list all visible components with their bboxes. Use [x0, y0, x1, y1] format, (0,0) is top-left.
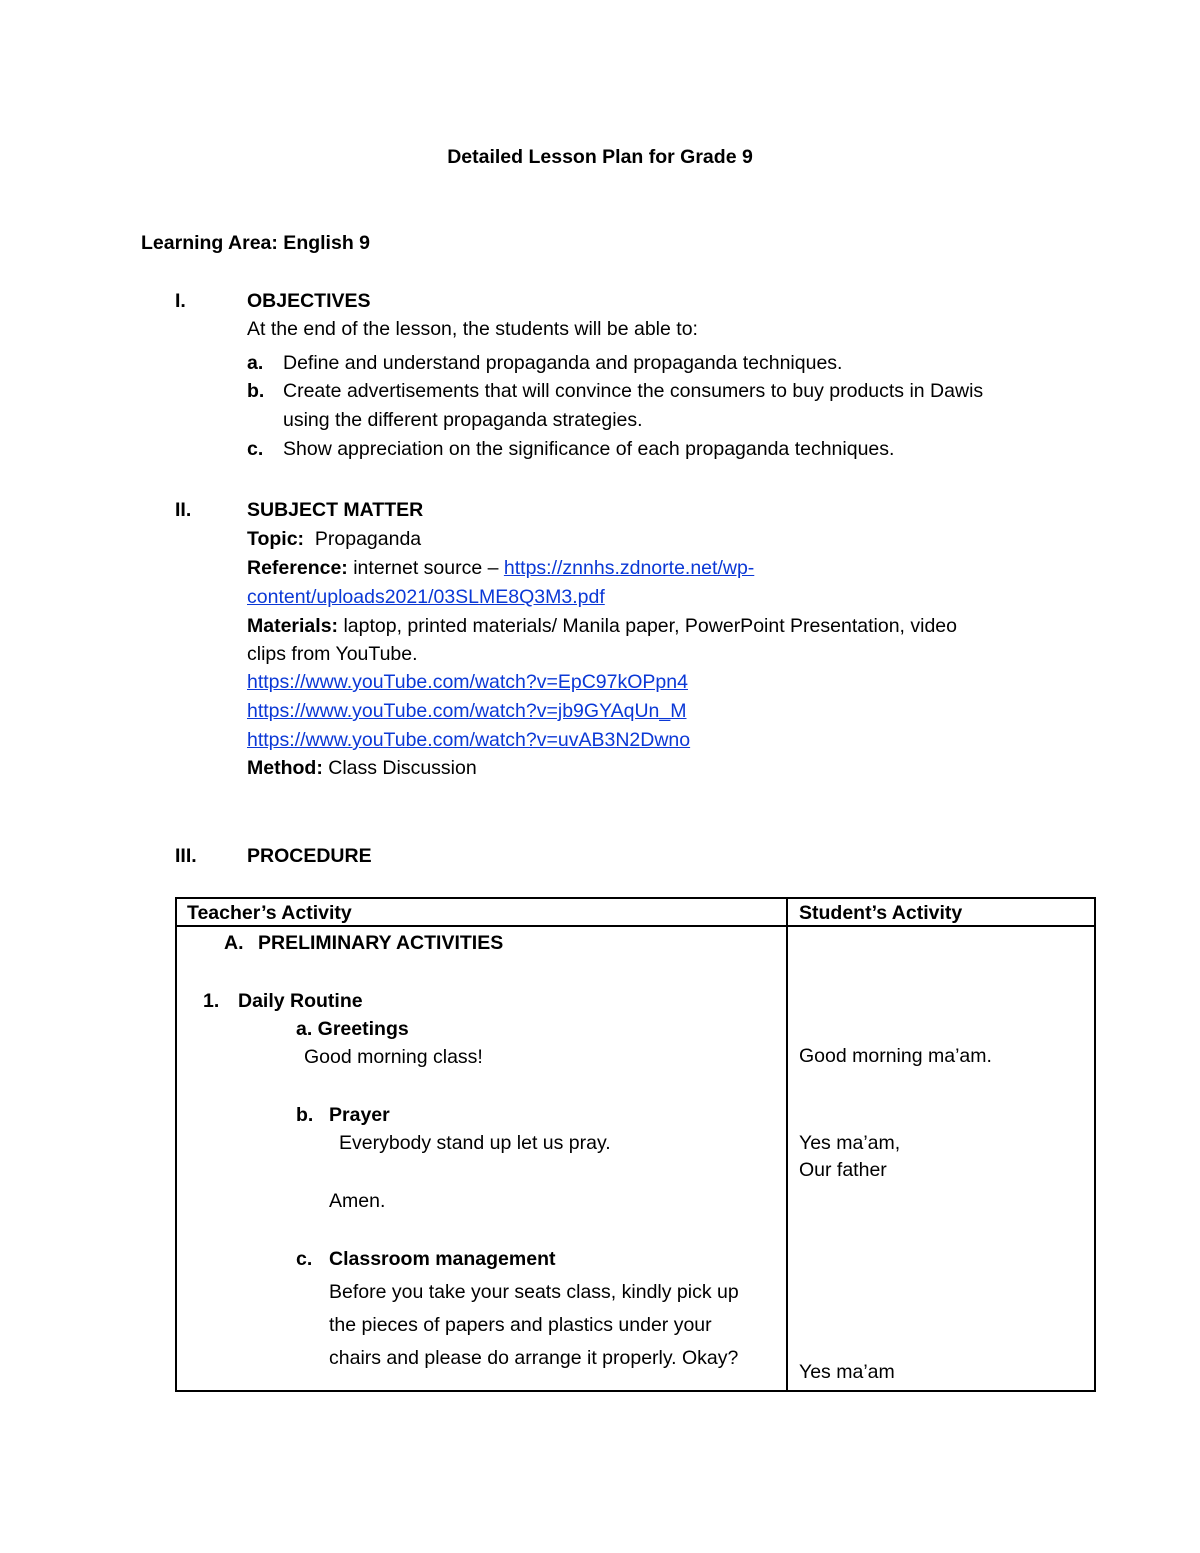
teacher-activity-header: Teacher’s Activity — [187, 902, 352, 924]
document-title: Detailed Lesson Plan for Grade 9 — [447, 146, 753, 168]
greetings-heading: a. Greetings — [296, 1018, 409, 1040]
classroom-management-heading: Classroom management — [329, 1248, 556, 1270]
reference-link[interactable]: https://znnhs.zdnorte.net/wp- — [503, 557, 755, 579]
objective-letter: c. — [247, 438, 264, 460]
materials-line — [247, 617, 957, 637]
classroom-management-student: Yes ma’am — [799, 1361, 895, 1383]
section-heading: PRELIMINARY ACTIVITIES — [258, 932, 504, 954]
objectives-intro: At the end of the lesson, the students will be able to: — [247, 318, 698, 340]
routine-heading: Daily Routine — [238, 990, 363, 1012]
materials-text: laptop, printed materials/ Manila paper, PowerPoint Presentation, video — [343, 615, 957, 637]
classroom-management-text: Before you take your seats class, kindly pick up — [329, 1281, 739, 1303]
prayer-teacher: Everybody stand up let us pray. — [339, 1132, 611, 1154]
objective-text: Show appreciation on the significance of each propaganda techniques. — [283, 438, 895, 460]
classroom-management-letter: c. — [296, 1248, 313, 1270]
procedure-numeral: III. — [175, 845, 197, 867]
routine-number: 1. — [203, 990, 220, 1012]
materials-text-continued: clips from YouTube. — [247, 643, 418, 665]
prayer-heading: Prayer — [329, 1104, 390, 1126]
prayer-letter: b. — [296, 1104, 314, 1126]
student-activity-header: Student’s Activity — [799, 902, 963, 924]
table-column-divider — [786, 897, 788, 1392]
objective-text: Create advertisements that will convince the consumers to buy products in Dawis — [283, 380, 984, 402]
prayer-student: Yes ma’am, — [799, 1132, 901, 1154]
objective-letter: b. — [247, 380, 265, 402]
method-label: Method: — [247, 757, 323, 779]
method-value: Class Discussion — [328, 757, 477, 779]
objective-text-continued: using the different propaganda strategies. — [283, 409, 643, 431]
topic-label: Topic: — [247, 528, 305, 550]
objective-letter: a. — [247, 352, 264, 374]
classroom-management-text: chairs and please do arrange it properly. Okay? — [329, 1347, 739, 1369]
classroom-management-text: the pieces of papers and plastics under your — [329, 1314, 712, 1336]
subject-matter-heading: SUBJECT MATTER — [247, 499, 424, 521]
table-header-divider — [175, 925, 1096, 927]
reference-text: internet source – — [353, 557, 504, 579]
subject-matter-numeral: II. — [175, 499, 192, 521]
youtube-link[interactable]: https://www.youTube.com/watch?v=uvAB3N2Dwno — [247, 729, 691, 751]
greetings-student: Good morning ma’am. — [799, 1045, 992, 1067]
objectives-numeral: I. — [175, 290, 186, 312]
prayer-amen: Amen. — [329, 1190, 386, 1212]
youtube-link[interactable]: https://www.youTube.com/watch?v=EpC97kOPpn4 — [247, 671, 688, 693]
learning-area: Learning Area: English 9 — [141, 232, 370, 254]
greetings-teacher: Good morning class! — [304, 1046, 483, 1068]
reference-line — [247, 559, 754, 579]
procedure-heading: PROCEDURE — [247, 845, 372, 867]
reference-label: Reference: — [247, 557, 348, 579]
reference-line-continued — [247, 588, 605, 608]
topic-line — [247, 530, 421, 550]
section-letter: A. — [224, 932, 244, 954]
topic-value: Propaganda — [314, 528, 422, 550]
method-line — [247, 759, 477, 779]
reference-link-continued[interactable]: content/uploads2021/03SLME8Q3M3.pdf — [247, 586, 605, 608]
prayer-student-continued: Our father — [799, 1159, 887, 1181]
youtube-link[interactable]: https://www.youTube.com/watch?v=jb9GYAqUn_M — [247, 700, 687, 722]
materials-label: Materials: — [247, 615, 339, 637]
objective-text: Define and understand propaganda and propaganda techniques. — [283, 352, 843, 374]
objectives-heading: OBJECTIVES — [247, 290, 371, 312]
